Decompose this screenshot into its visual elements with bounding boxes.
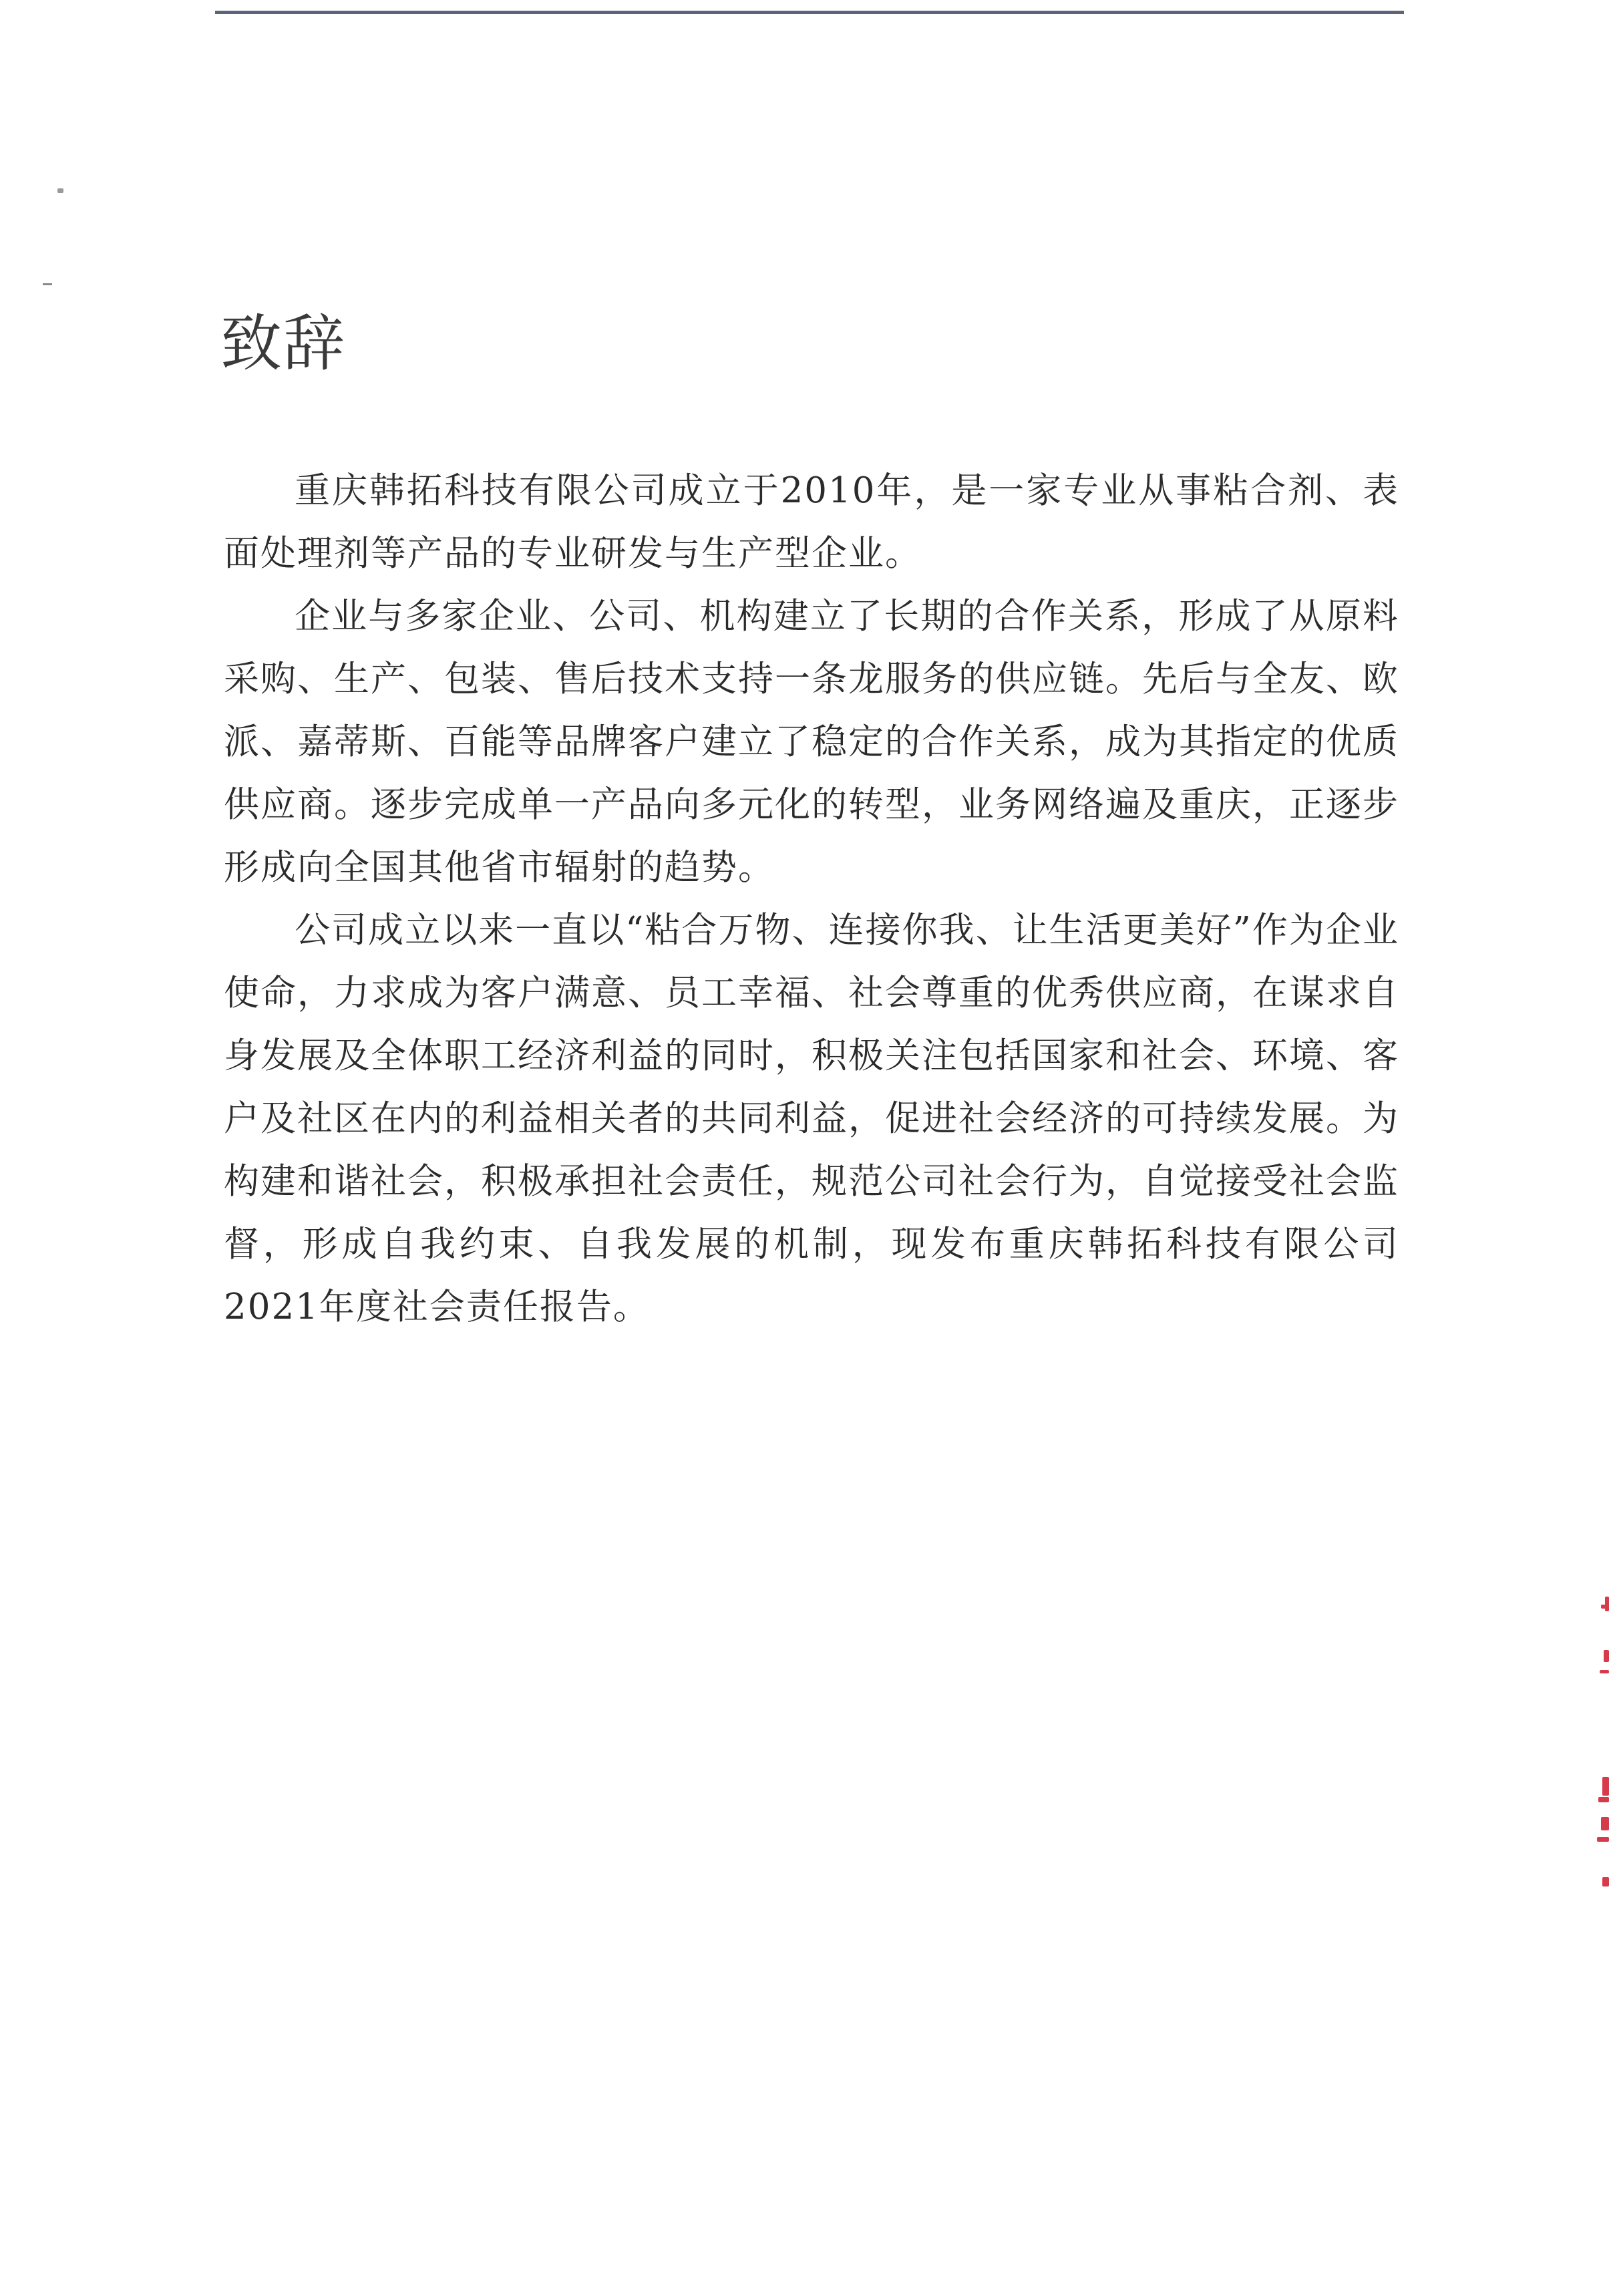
scan-mark bbox=[43, 283, 52, 285]
paragraph: 重庆韩拓科技有限公司成立于2010年，是一家专业从事粘合剂、表面处理剂等产品的专业研发与生产型企业。 bbox=[224, 470, 1399, 574]
page-title: 致辞 bbox=[220, 308, 347, 379]
scan-mark bbox=[57, 188, 63, 193]
top-rule bbox=[215, 11, 1404, 14]
body-text bbox=[224, 460, 1399, 1339]
paragraph: 公司成立以来一直以“粘合万物、连接你我、让生活更美好”作为企业使命，力求成为客户满意、员工幸福、社会尊重的优秀供应商，在谋求自身发展及全体职工经济利益的同时，积极关注包括国家和社会、环境、客户及社区在内的利益相关者的共同利益，促进社会经济的可持续发展。为构建和谐社会，积极承担社会责任，规范公司社会行为，自觉接受社会监督，形成自我约束、自我发展的机制，现发布重庆韩拓科技有限公司2021年度社会责任报告。 bbox=[224, 910, 1399, 1327]
stamp-edge-mark bbox=[1594, 1597, 1609, 1931]
paragraph: 企业与多家企业、公司、机构建立了长期的合作关系，形成了从原料采购、生产、包装、售后技术支持一条龙服务的供应链。先后与全友、欧派、嘉蒂斯、百能等品牌客户建立了稳定的合作关系，成为其指定的优质供应商。逐步完成单一产品向多元化的转型，业务网络遍及重庆，正逐步形成向全国其他省市辐射的趋势。 bbox=[224, 596, 1399, 888]
